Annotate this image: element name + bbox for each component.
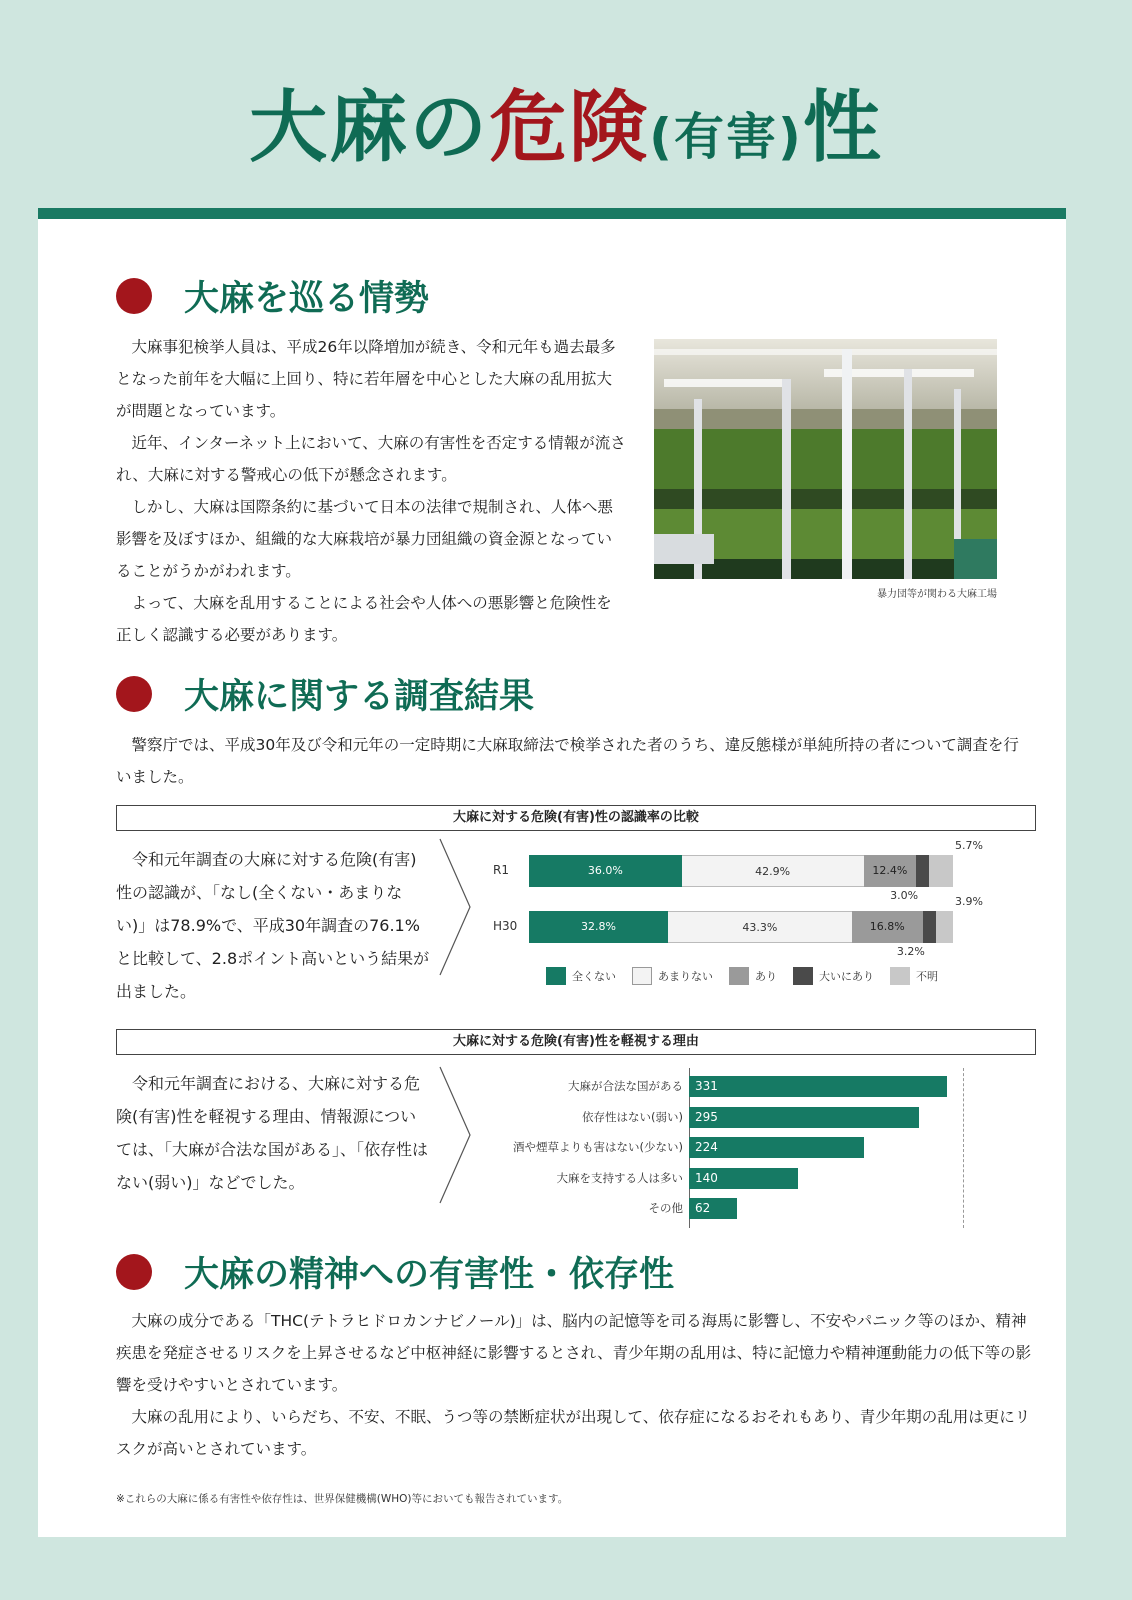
grid-line bbox=[963, 1068, 964, 1228]
chevron-right-icon bbox=[436, 1065, 476, 1205]
footnote: ※これらの大麻に係る有害性や依存性は、世界保健機構(WHO)等においても報告されています。 bbox=[116, 1493, 569, 1505]
section-1-body bbox=[116, 331, 626, 651]
legend-item bbox=[546, 967, 616, 985]
bar-segment: 32.8% bbox=[529, 911, 668, 943]
legend-swatch bbox=[793, 967, 813, 985]
legend-label: 大いにあり bbox=[819, 970, 874, 983]
legend-swatch bbox=[890, 967, 910, 985]
data-label: 224 bbox=[695, 1140, 718, 1154]
category-label: 大麻が合法な国がある bbox=[568, 1079, 683, 1093]
data-label: 3.9% bbox=[955, 895, 983, 908]
data-label: 3.2% bbox=[896, 945, 925, 958]
section-1-paragraph: 大麻事犯検挙人員は、平成26年以降増加が続き、令和元年も過去最多となった前年を大幅に上回り、特に若年層を中心とした大麻の乱用拡大が問題となっています。 bbox=[116, 338, 616, 420]
section-2-heading bbox=[116, 669, 534, 719]
bar bbox=[689, 1076, 947, 1097]
category-label: 大麻を支持する人は多い bbox=[556, 1170, 683, 1185]
bullet-dot-icon bbox=[116, 676, 152, 712]
bullet-dot-icon bbox=[116, 278, 152, 314]
legend-swatch bbox=[632, 967, 652, 985]
cannabis-factory-photo bbox=[654, 339, 997, 579]
bar-segment bbox=[936, 911, 953, 943]
legend-item bbox=[729, 967, 777, 985]
photo-illustration bbox=[654, 339, 997, 579]
chart-1-description-text: 令和元年調査の大麻に対する危険(有害)性の認識が、「なし(全くない・あまりない)」は78.9%で、平成30年調査の76.1%と比較して、2.8ポイント高いという結果が出ました。 bbox=[116, 850, 430, 1001]
chart-1-box-title: 大麻に対する危険(有害)性の認識率の比較 bbox=[116, 805, 1036, 831]
bar-segment: 36.0% bbox=[529, 855, 682, 887]
bar-segment bbox=[916, 855, 929, 887]
section-3-paragraph: 大麻の成分である「THC(テトラヒドロカンナビノール)」は、脳内の記憶等を司る海馬に影響し、不安やパニック等のほか、精神疾患を発症させるリスクを上昇させるなど中枢神経に影響するとされ、青少年期の乱用は、特に記憶力や精神運動能力の低下等の影響を受けやすいとされています。 bbox=[116, 1312, 1032, 1394]
data-label: 295 bbox=[695, 1109, 718, 1124]
chart-2-description-text: 令和元年調査における、大麻に対する危険(有害)性を軽視する理由、情報源については、「大麻が合法な国がある」、「依存性はない(弱い)」などでした。 bbox=[116, 1074, 429, 1192]
chart-1-legend bbox=[546, 967, 954, 985]
legend-item bbox=[632, 967, 713, 985]
legend-label: あまりない bbox=[658, 970, 713, 983]
content-sheet bbox=[38, 219, 1066, 1537]
data-label: 5.7% bbox=[955, 839, 983, 852]
bar-segment: 16.8% bbox=[852, 911, 923, 943]
bar-segment: 43.3% bbox=[668, 911, 852, 943]
section-2-intro-text: 警察庁では、平成30年及び令和元年の一定時期に大麻取締法で検挙された者のうち、違反態様が単純所持の者について調査を行いました。 bbox=[116, 736, 1019, 786]
title-part-2: 危険 bbox=[489, 83, 650, 173]
section-1-heading bbox=[116, 271, 429, 321]
title-rule bbox=[38, 208, 1066, 219]
section-3-body bbox=[116, 1305, 1034, 1465]
chevron-right-icon bbox=[436, 837, 476, 977]
category-label: R1 bbox=[493, 863, 509, 877]
section-3-paragraph: 大麻の乱用により、いらだち、不安、不眠、うつ等の禁断症状が出現して、依存症になるおそれもあり、青少年期の乱用は更にリスクが高いとされています。 bbox=[116, 1408, 1031, 1458]
category-label: その他 bbox=[648, 1201, 683, 1215]
legend-item bbox=[793, 967, 874, 985]
category-label: 酒や煙草よりも害はない(少ない) bbox=[513, 1140, 683, 1154]
bar-segment bbox=[929, 855, 953, 887]
legend-swatch bbox=[546, 967, 566, 985]
page-title bbox=[0, 78, 1132, 187]
legend-label: 不明 bbox=[916, 970, 938, 983]
section-2-intro bbox=[116, 729, 1034, 793]
category-label: 依存性はない(弱い) bbox=[582, 1109, 683, 1124]
legend-label: 全くない bbox=[572, 970, 616, 983]
data-label: 62 bbox=[695, 1201, 711, 1215]
data-label: 3.0% bbox=[890, 889, 919, 902]
bullet-dot-icon bbox=[116, 1254, 152, 1290]
legend-item bbox=[890, 967, 938, 985]
photo-caption: 暴力団等が関わる大麻工場 bbox=[877, 589, 997, 600]
bar bbox=[689, 1107, 919, 1128]
title-part-4: 性 bbox=[802, 83, 883, 173]
legend-label: あり bbox=[755, 970, 777, 983]
section-1-title: 大麻を巡る情勢 bbox=[184, 279, 430, 319]
chart-1-description bbox=[116, 843, 432, 1008]
bar-segment: 42.9% bbox=[682, 855, 864, 887]
bar-segment: 12.4% bbox=[864, 855, 917, 887]
section-1-paragraph: しかし、大麻は国際条約に基づいて日本の法律で規制され、人体へ悪影響を及ぼすほか、組織的な大麻栽培が暴力団組織の資金源となっていることがうかがわれます。 bbox=[116, 498, 613, 580]
section-2-title: 大麻に関する調査結果 bbox=[184, 677, 535, 717]
section-3-heading bbox=[116, 1247, 674, 1297]
data-label: 331 bbox=[695, 1079, 718, 1093]
category-label: H30 bbox=[493, 919, 518, 933]
section-3-title: 大麻の精神への有害性・依存性 bbox=[184, 1255, 675, 1295]
title-part-1: 大麻の bbox=[249, 83, 490, 173]
section-1-paragraph: よって、大麻を乱用することによる社会や人体への悪影響と危険性を正しく認識する必要があります。 bbox=[116, 594, 612, 644]
data-label: 140 bbox=[695, 1170, 718, 1185]
title-part-3: (有害) bbox=[649, 108, 803, 166]
bar-segment bbox=[923, 911, 937, 943]
legend-swatch bbox=[729, 967, 749, 985]
chart-2-box-title: 大麻に対する危険(有害)性を軽視する理由 bbox=[116, 1029, 1036, 1055]
section-1-paragraph: 近年、インターネット上において、大麻の有害性を否定する情報が流され、大麻に対する警戒心の低下が懸念されます。 bbox=[116, 434, 626, 484]
chart-2-description bbox=[116, 1067, 432, 1199]
